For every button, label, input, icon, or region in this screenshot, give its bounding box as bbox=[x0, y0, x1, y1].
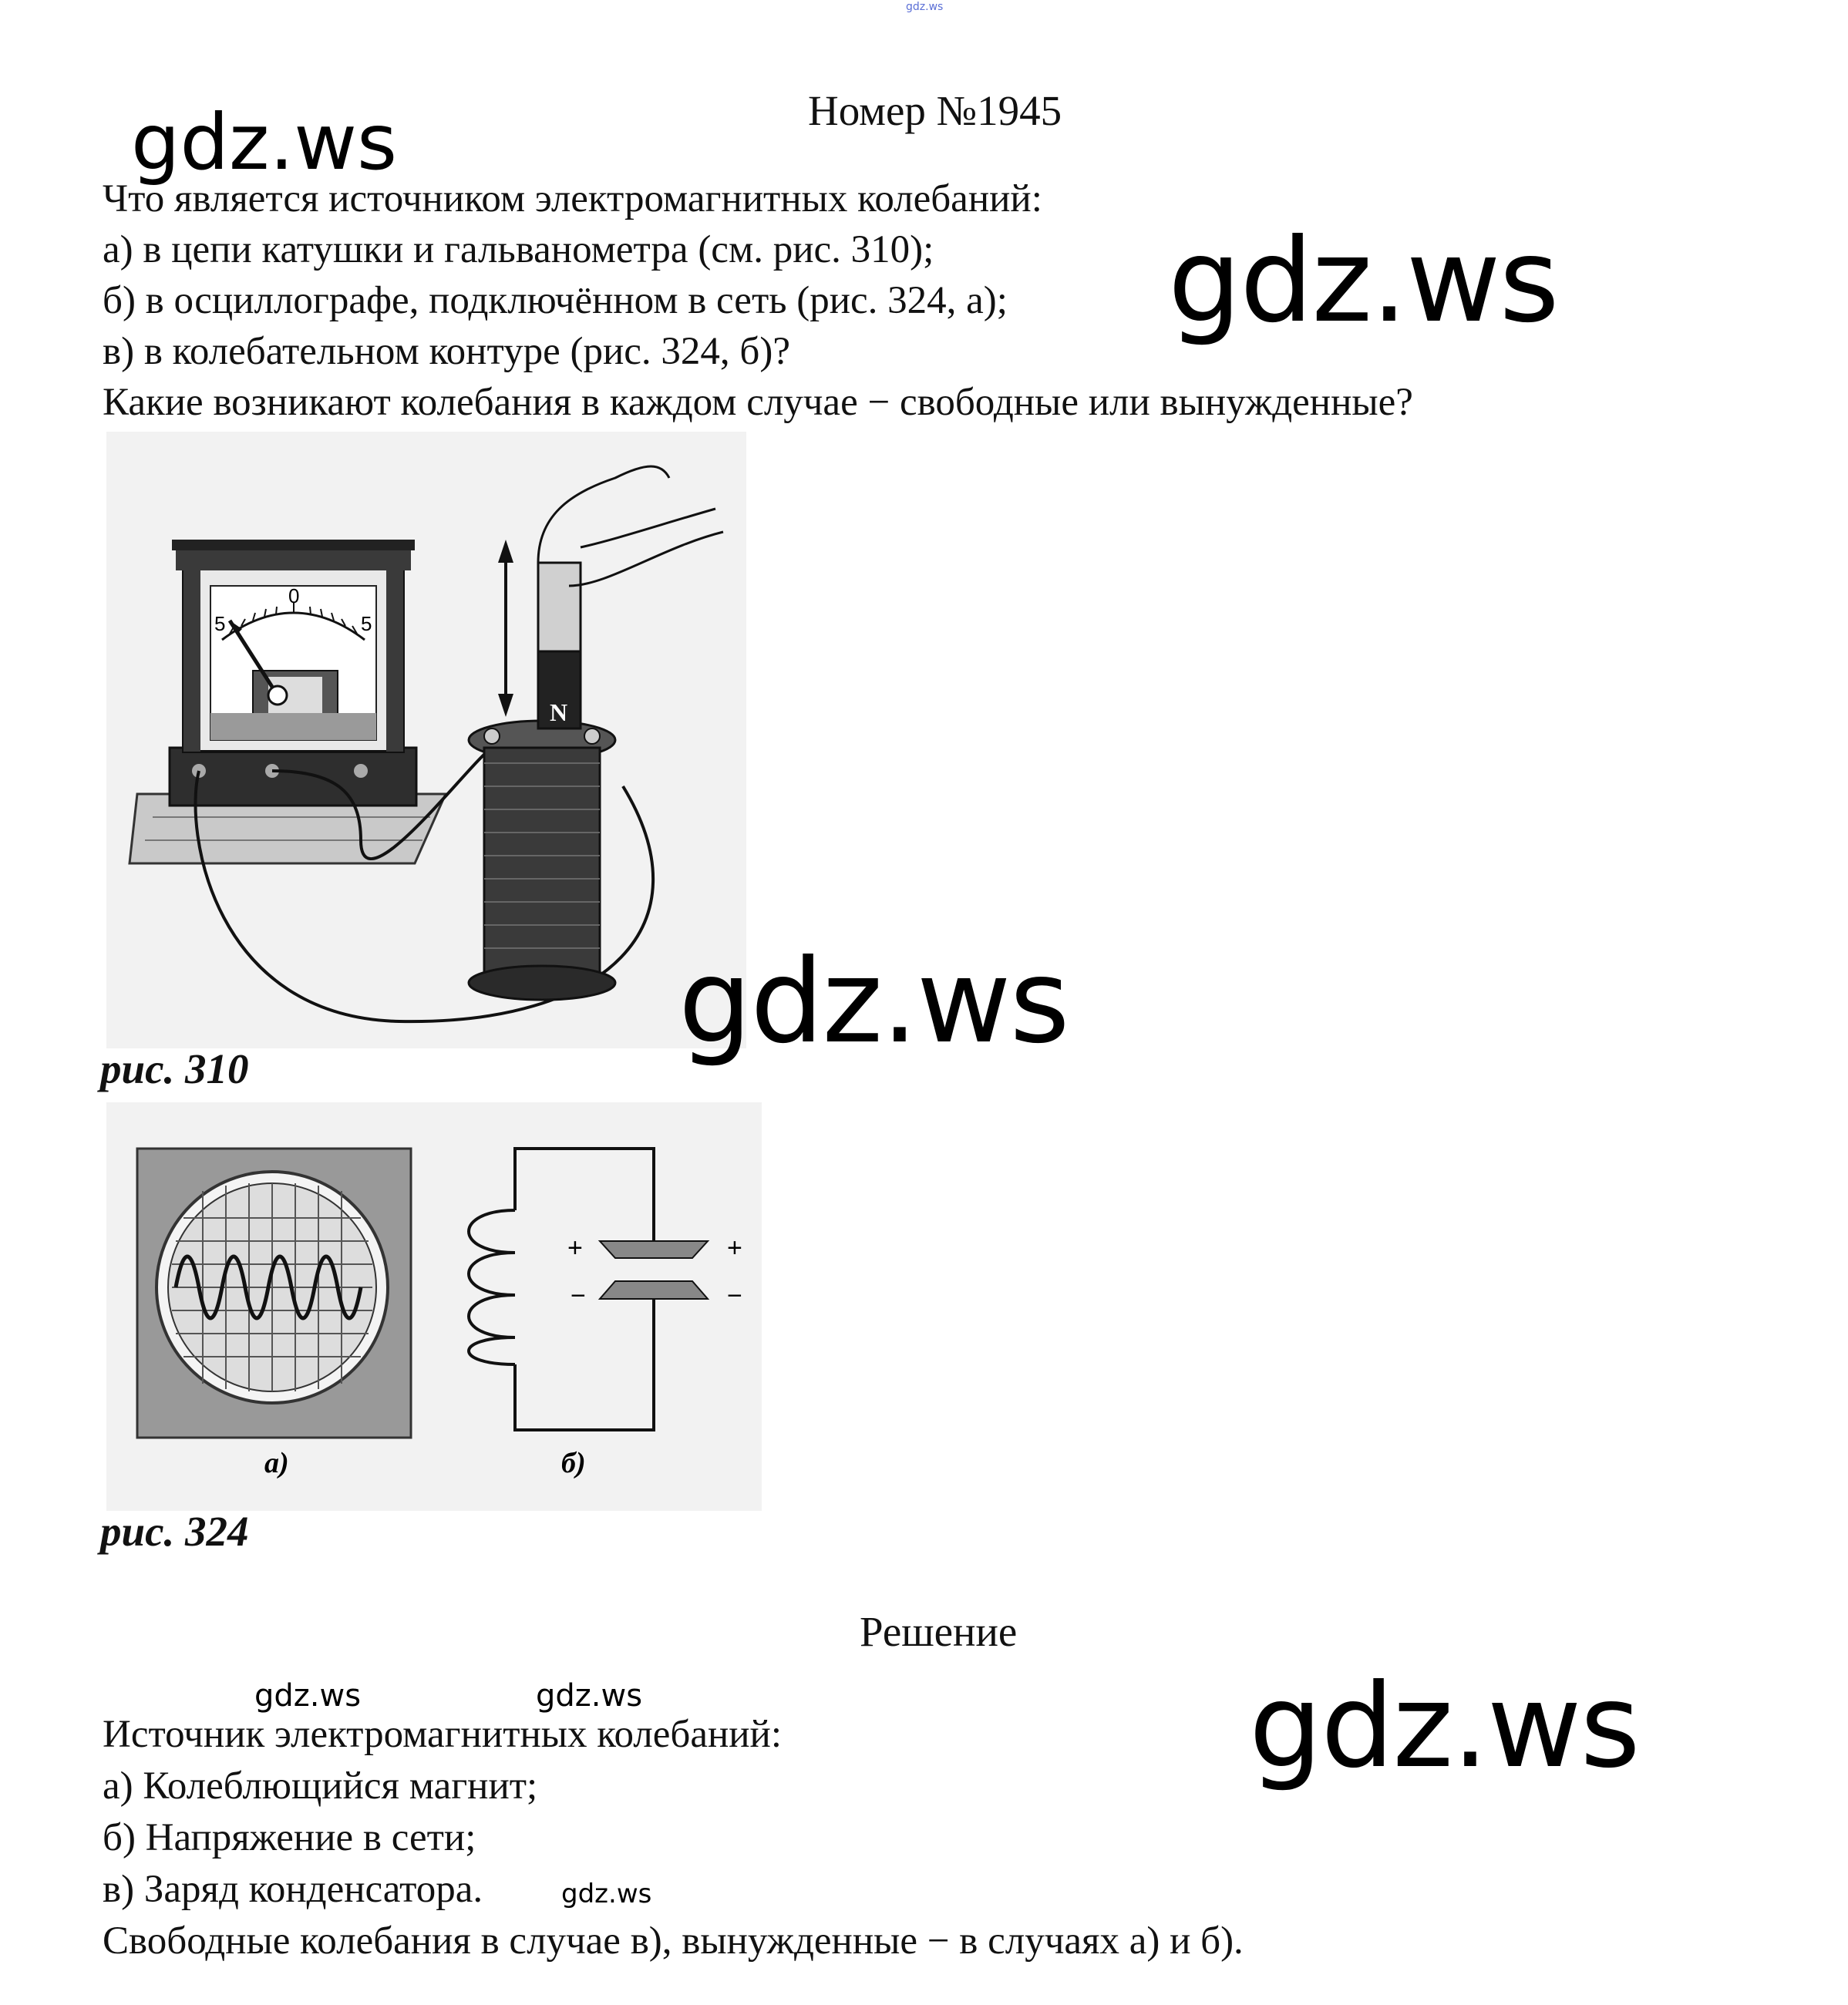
watermark: gdz.ws bbox=[1249, 1660, 1639, 1794]
watermark: gdz.ws bbox=[254, 1678, 362, 1714]
magnet-north-label: N bbox=[550, 698, 568, 726]
watermark: gdz.ws bbox=[536, 1678, 643, 1714]
watermark: gdz.ws bbox=[131, 97, 398, 187]
watermark: gdz.ws bbox=[1168, 214, 1558, 348]
solution-line-5: Свободные колебания в случае в), вынужденные − в случаях а) и б). bbox=[103, 1919, 1244, 1963]
top-watermark: gdz.ws bbox=[906, 1, 944, 13]
figure-324-caption: рис. 324 bbox=[100, 1508, 249, 1555]
solution-heading: Решение bbox=[860, 1608, 1018, 1655]
figure-324-oscillograph-circuit bbox=[106, 1102, 762, 1511]
svg-text:+: + bbox=[727, 1233, 742, 1263]
question-line-3: б) в осциллографе, подключённом в сеть (рис. 324, а); bbox=[103, 279, 1008, 322]
scale-label-right: 5 bbox=[361, 612, 372, 635]
question-line-2: а) в цепи катушки и гальванометра (см. рис. 310); bbox=[103, 228, 934, 271]
figure-310-galvanometer-coil bbox=[106, 432, 746, 1048]
solution-line-1: Источник электромагнитных колебаний: bbox=[103, 1713, 783, 1756]
svg-text:+: + bbox=[567, 1233, 583, 1263]
scale-label-center: 0 bbox=[288, 584, 300, 607]
watermark: gdz.ws bbox=[678, 935, 1069, 1069]
scale-label-left: 5 bbox=[214, 612, 226, 635]
figure-324-label-b: б) bbox=[561, 1447, 586, 1479]
page-title: Номер №1945 bbox=[808, 87, 1062, 134]
question-line-4: в) в колебательном контуре (рис. 324, б)? bbox=[103, 330, 790, 373]
svg-text:−: − bbox=[727, 1281, 742, 1310]
solution-line-4: в) Заряд конденсатора. bbox=[103, 1868, 483, 1911]
figure-310-caption: рис. 310 bbox=[100, 1045, 249, 1092]
solution-line-3: б) Напряжение в сети; bbox=[103, 1816, 476, 1859]
watermark: gdz.ws bbox=[561, 1879, 652, 1909]
question-line-1: Что является источником электромагнитных колебаний: bbox=[103, 177, 1042, 220]
solution-line-2: а) Колеблющийся магнит; bbox=[103, 1764, 538, 1808]
svg-text:−: − bbox=[571, 1281, 586, 1310]
question-line-5: Какие возникают колебания в каждом случае − свободные или вынужденные? bbox=[103, 381, 1413, 424]
figure-324-label-a: а) bbox=[264, 1447, 289, 1479]
